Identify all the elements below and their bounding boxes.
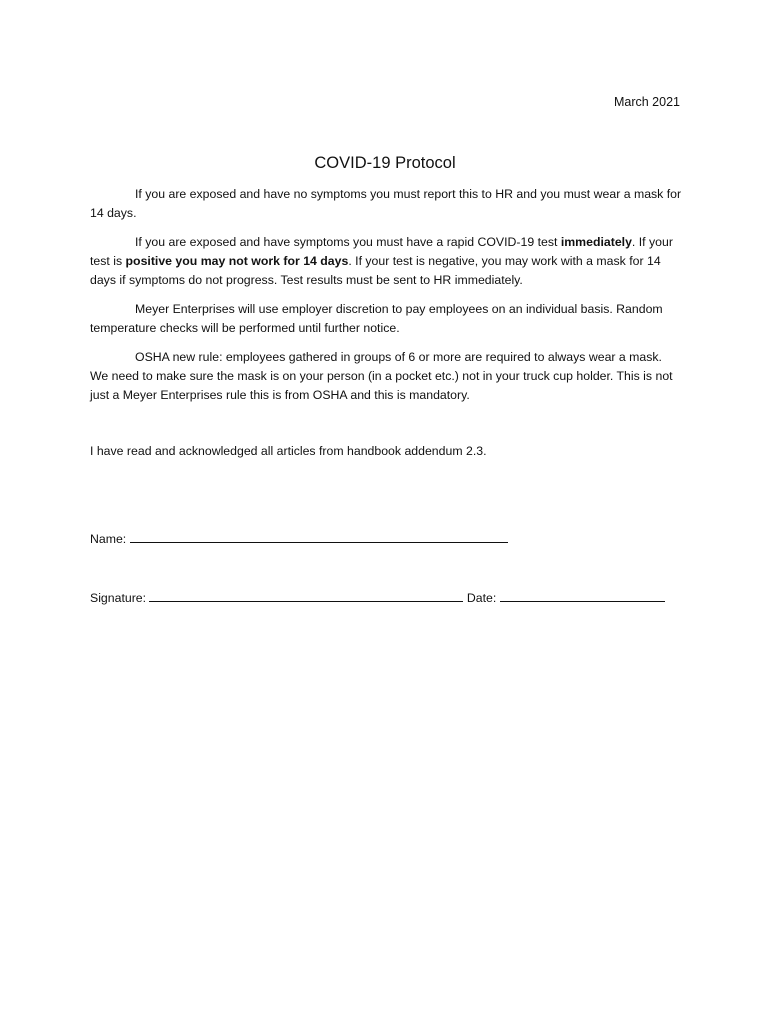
paragraph-text: . If your test is negative, you may work with a mask for 14 days if symptoms do not progress. Test results must be sent to HR immediately. <box>90 254 661 287</box>
acknowledgement-statement: I have read and acknowledged all articles from handbook addendum 2.3. <box>90 444 487 458</box>
signature-label: Signature: <box>90 591 147 605</box>
paragraph-exposed-no-symptoms: If you are exposed and have no symptoms you must report this to HR and you must wear a mask for 14 days. <box>90 187 682 220</box>
emphasis-positive-result: positive you may not work for 14 days <box>125 254 349 268</box>
document-title: COVID-19 Protocol <box>314 154 456 172</box>
date-label: Date: <box>466 591 497 605</box>
name-label: Name: <box>90 532 127 546</box>
paragraph-exposed-with-symptoms <box>90 233 682 290</box>
name-blank-line[interactable] <box>130 531 508 543</box>
signature-field-row <box>90 590 665 606</box>
paragraph-text: . If your test is <box>90 235 673 268</box>
paragraph-osha-rule: OSHA new rule: employees gathered in groups of 6 or more are required to always wear a mask. We need to make sure the mask is on your person (in a pocket etc.) not in your truck cup holder. This is not just a Meyer Enterprises rule this is from OSHA and this is mandatory. <box>90 350 673 402</box>
name-field-row <box>90 531 508 547</box>
emphasis-immediately: immediately <box>560 235 632 249</box>
document-date: March 2021 <box>613 95 680 109</box>
signature-blank-line[interactable] <box>149 590 463 602</box>
paragraph-pay-policy: Meyer Enterprises will use employer discretion to pay employees on an individual basis. Random temperature checks will be performed until further notice. <box>90 302 663 335</box>
document-body <box>90 185 682 415</box>
paragraph-text: If you are exposed and have symptoms you must have a rapid COVID-19 test <box>135 235 561 249</box>
date-blank-line[interactable] <box>500 590 665 602</box>
